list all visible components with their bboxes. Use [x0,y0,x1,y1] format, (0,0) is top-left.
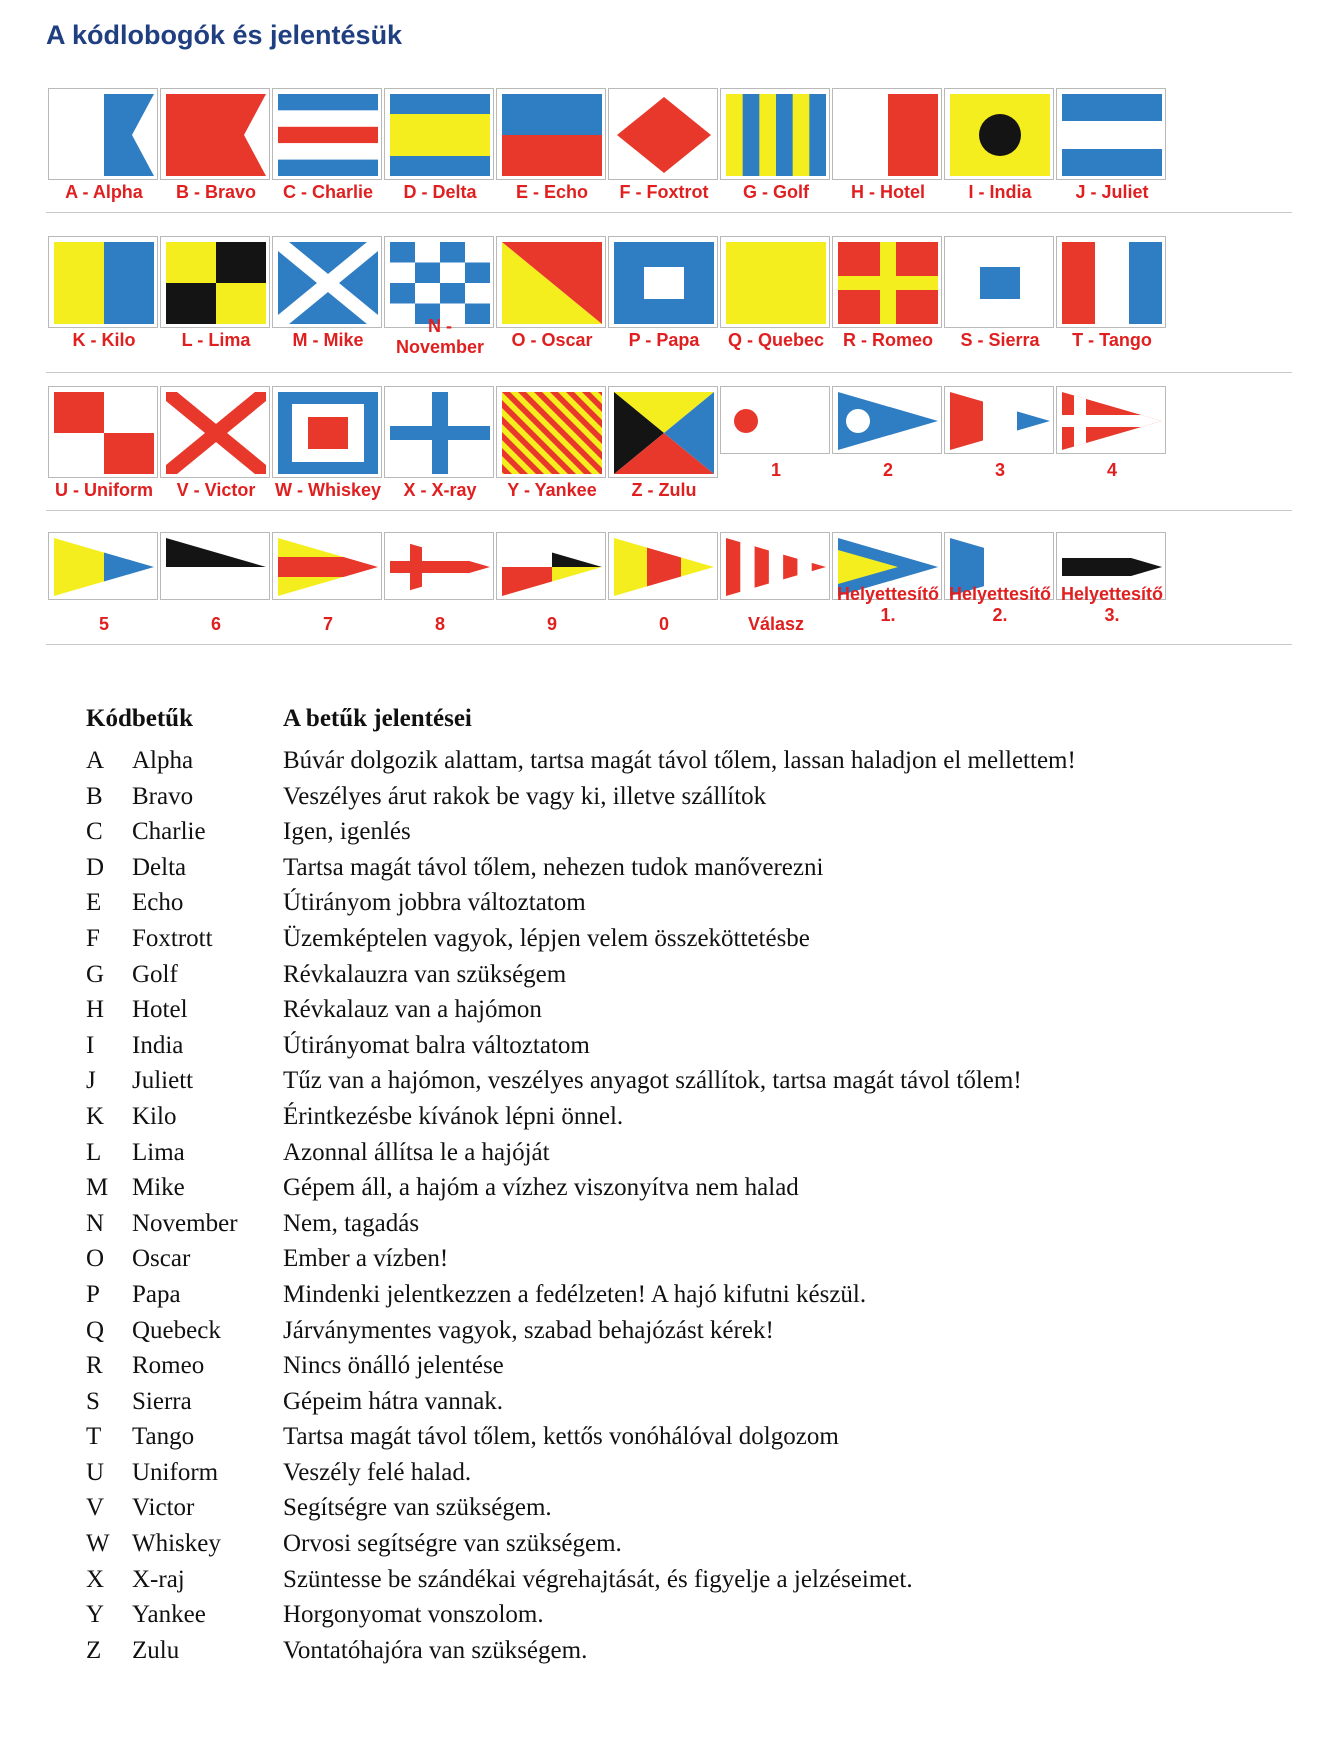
meaning-row [86,1028,1286,1064]
meaning-row [86,1277,1286,1313]
meaning-text: Segítségre van szükségem. [283,1494,552,1522]
code-letter: I [86,1031,95,1059]
meaning-row [86,1348,1286,1384]
flag-label: U - Uniform [55,480,153,500]
code-letter: V [86,1494,105,1522]
meaning-text: Horgonyomat vonszolom. [283,1601,544,1629]
meaning-text: Tartsa magát távol tőlem, kettős vonóhálóval dolgozom [283,1423,839,1451]
flag-label: J - Juliet [1075,182,1149,202]
code-letter: T [86,1423,102,1451]
meaning-row [86,1099,1286,1135]
meaning-row [86,1135,1286,1171]
flag-label: Z - Zulu [631,480,697,500]
flag-label: O - Oscar [511,330,593,350]
code-letter: N [86,1209,105,1237]
signal-flag [608,88,718,180]
signal-flag [720,88,830,180]
code-letter: W [86,1530,110,1558]
pennant-flag [720,532,830,600]
signal-flag [48,386,158,478]
pennant-flag [384,532,494,600]
code-word: Yankee [132,1601,206,1629]
meaning-text: Ember a vízben! [283,1245,449,1273]
code-letter: Y [86,1601,105,1629]
meaning-row [86,1562,1286,1598]
flag-label: A - Alpha [65,182,143,202]
meaning-text: Orvosi segítségre van szükségem. [283,1530,622,1558]
flag-label: 6 [210,614,221,634]
meaning-row [86,1313,1286,1349]
code-letter: G [86,960,105,988]
meaning-row [86,957,1286,993]
flag-grid [0,0,1332,660]
code-word: Zulu [132,1636,180,1664]
code-letter: D [86,853,105,881]
meaning-text: Azonnal állítsa le a hajóját [283,1138,550,1166]
flag-label: M - Mike [292,330,364,350]
meaning-row [86,1455,1286,1491]
code-word: Hotel [132,996,188,1024]
code-word: Charlie [132,818,206,846]
flag-label: 9 [546,614,557,634]
code-letter: M [86,1174,109,1202]
meaning-text: Gépem áll, a hajóm a vízhez viszonyítva nem halad [283,1174,799,1202]
flag-label: Helyettesítő 1. [836,584,940,625]
code-letter: L [86,1138,102,1166]
pennant-flag [160,532,270,600]
signal-flag [48,88,158,180]
meanings-table [86,705,1286,1668]
code-word: November [132,1209,238,1237]
code-letter: F [86,924,100,952]
meaning-text: Révkalauzra van szükségem [283,960,567,988]
code-letter: U [86,1458,105,1486]
meaning-text: Üzemképtelen vagyok, lépjen velem összeköttetésbe [283,924,810,952]
code-letter: Z [86,1636,102,1664]
meaning-row [86,992,1286,1028]
code-word: Alpha [132,747,194,774]
flag-label: 1 [770,460,781,480]
row-separator [46,372,1292,373]
meaning-text: Búvár dolgozik alattam, tartsa magát távol tőlem, lassan haladjon el mellettem! [283,747,1076,774]
row-separator [46,644,1292,645]
flag-label: 2 [882,460,893,480]
signal-flag [832,236,942,328]
flag-label: 3 [994,460,1005,480]
meaning-row [86,1206,1286,1242]
flag-label: B - Bravo [175,182,256,202]
meaning-row [86,779,1286,815]
flag-label: Helyettesítő 2. [948,584,1052,625]
code-word: Papa [132,1280,181,1308]
code-letter: K [86,1102,105,1130]
flag-label: C - Charlie [282,182,374,202]
code-word: Kilo [132,1102,177,1130]
flag-label: S - Sierra [960,330,1040,350]
meaning-row [86,1633,1286,1669]
meaning-row [86,1384,1286,1420]
code-letter: H [86,996,105,1024]
code-letter: Q [86,1316,105,1344]
flag-label: Y - Yankee [507,480,597,500]
pennant-flag [720,386,830,454]
meaning-text: Mindenki jelentkezzen a fedélzeten! A hajó kifutni készül. [283,1280,867,1308]
flag-label: N - November [395,316,485,357]
code-letter: O [86,1245,105,1273]
meaning-row [86,1597,1286,1633]
flag-label: H - Hotel [851,182,925,202]
meaning-text: Szüntesse be szándékai végrehajtását, és figyelje a jelzéseimet. [283,1565,913,1593]
signal-flag [160,88,270,180]
meaning-row [86,921,1286,957]
code-word: Golf [132,960,178,988]
signal-flag [160,236,270,328]
pennant-flag [608,532,718,600]
meaning-row [86,1526,1286,1562]
flag-label: 8 [434,614,445,634]
pennant-flag [944,386,1054,454]
code-word: Quebeck [132,1316,221,1344]
code-word: Romeo [132,1352,205,1380]
flag-label: 5 [98,614,109,634]
code-word: Tango [132,1423,195,1451]
code-word: Sierra [132,1387,192,1415]
row-separator [46,212,1292,213]
pennant-flag [48,532,158,600]
flag-label: R - Romeo [843,330,933,350]
flag-label: 7 [322,614,333,634]
flag-label: 4 [1106,460,1117,480]
code-word: Delta [132,853,187,881]
code-word: Oscar [132,1245,191,1273]
code-word: Victor [132,1494,195,1522]
signal-flag [496,386,606,478]
signal-flag [720,236,830,328]
code-word: Juliett [132,1067,194,1095]
signal-flag [272,386,382,478]
signal-flag [384,88,494,180]
meanings-header [86,705,1286,743]
signal-flag [1056,236,1166,328]
code-letter: P [86,1280,100,1308]
meaning-row [86,743,1286,779]
signal-flag [944,88,1054,180]
signal-flag [944,236,1054,328]
code-letter: S [86,1387,100,1415]
meaning-row [86,850,1286,886]
signal-flag [272,236,382,328]
code-word: X-raj [132,1565,185,1593]
meaning-text: Nincs önálló jelentése [283,1352,504,1380]
flag-label: I - India [968,182,1032,202]
signal-flag [1056,88,1166,180]
code-word: Bravo [132,782,194,810]
meaning-text: Járványmentes vagyok, szabad behajózást kérek! [283,1316,774,1344]
code-word: Mike [132,1174,185,1202]
code-word: Uniform [132,1458,219,1486]
meaning-text: Révkalauz van a hajómon [283,996,542,1024]
signal-flag [160,386,270,478]
pennant-flag [832,386,942,454]
code-letter: R [86,1352,103,1380]
signal-flag [272,88,382,180]
meaning-text: Útirányom jobbra változtatom [283,889,586,917]
code-word: India [132,1031,184,1059]
signal-flag [496,88,606,180]
meaning-row [86,1490,1286,1526]
meaning-text: Tartsa magát távol tőlem, nehezen tudok manőverezni [283,853,824,881]
code-letter: A [86,747,105,774]
flag-label: F - Foxtrot [619,182,709,202]
signal-flag [608,236,718,328]
code-letter: X [86,1565,105,1593]
flag-label: W - Whiskey [274,480,381,500]
flag-label: Q - Quebec [727,330,825,350]
meaning-text: Útirányomat balra változtatom [283,1031,590,1059]
code-letter: J [86,1067,96,1095]
signal-flag [48,236,158,328]
meaning-row [86,1170,1286,1206]
pennant-flag [1056,386,1166,454]
flag-label: Válasz [747,614,805,634]
flag-label: K - Kilo [72,330,136,350]
page-title: A kódlobogók és jelentésük [46,20,403,50]
signal-flag [496,236,606,328]
meaning-text: Tűz van a hajómon, veszélyes anyagot szállítok, tartsa magát távol tőlem! [283,1067,1022,1095]
signal-flag [384,236,494,328]
code-word: Whiskey [132,1530,221,1558]
flag-label: L - Lima [181,330,251,350]
meaning-row [86,1419,1286,1455]
meaning-row [86,885,1286,921]
meaning-text: Nem, tagadás [283,1209,420,1237]
meaning-row [86,814,1286,850]
meaning-text: Érintkezésbe kívánok lépni önnel. [283,1102,624,1130]
code-word: Foxtrott [132,924,213,952]
flag-label: T - Tango [1072,330,1152,350]
flag-label: Helyettesítő 3. [1060,584,1164,625]
flag-label: V - Victor [176,480,256,500]
meaning-row [86,1063,1286,1099]
code-word: Lima [132,1138,185,1166]
code-letter: B [86,782,103,810]
pennant-flag [496,532,606,600]
signal-flag [384,386,494,478]
flag-label: E - Echo [515,182,588,202]
header-code: Kódbetűk [86,705,193,732]
code-letter: E [86,889,102,917]
flag-label: 0 [658,614,669,634]
meaning-text: Veszélyes árut rakok be vagy ki, illetve szállítok [283,782,767,810]
flag-label: D - Delta [403,182,477,202]
flag-label: G - Golf [743,182,809,202]
flag-label: X - X-ray [403,480,477,500]
code-word: Echo [132,889,184,917]
pennant-flag [272,532,382,600]
meaning-text: Vontatóhajóra van szükségem. [283,1636,588,1664]
signal-flag [608,386,718,478]
row-separator [46,510,1292,511]
meaning-text: Veszély felé halad. [283,1458,472,1486]
signal-flag [832,88,942,180]
meaning-row [86,1241,1286,1277]
flag-label: P - Papa [628,330,700,350]
meaning-text: Igen, igenlés [283,818,411,846]
meanings-rows [86,743,1286,1668]
header-meaning: A betűk jelentései [283,705,472,732]
code-letter: C [86,818,103,846]
meaning-text: Gépeim hátra vannak. [283,1387,504,1415]
